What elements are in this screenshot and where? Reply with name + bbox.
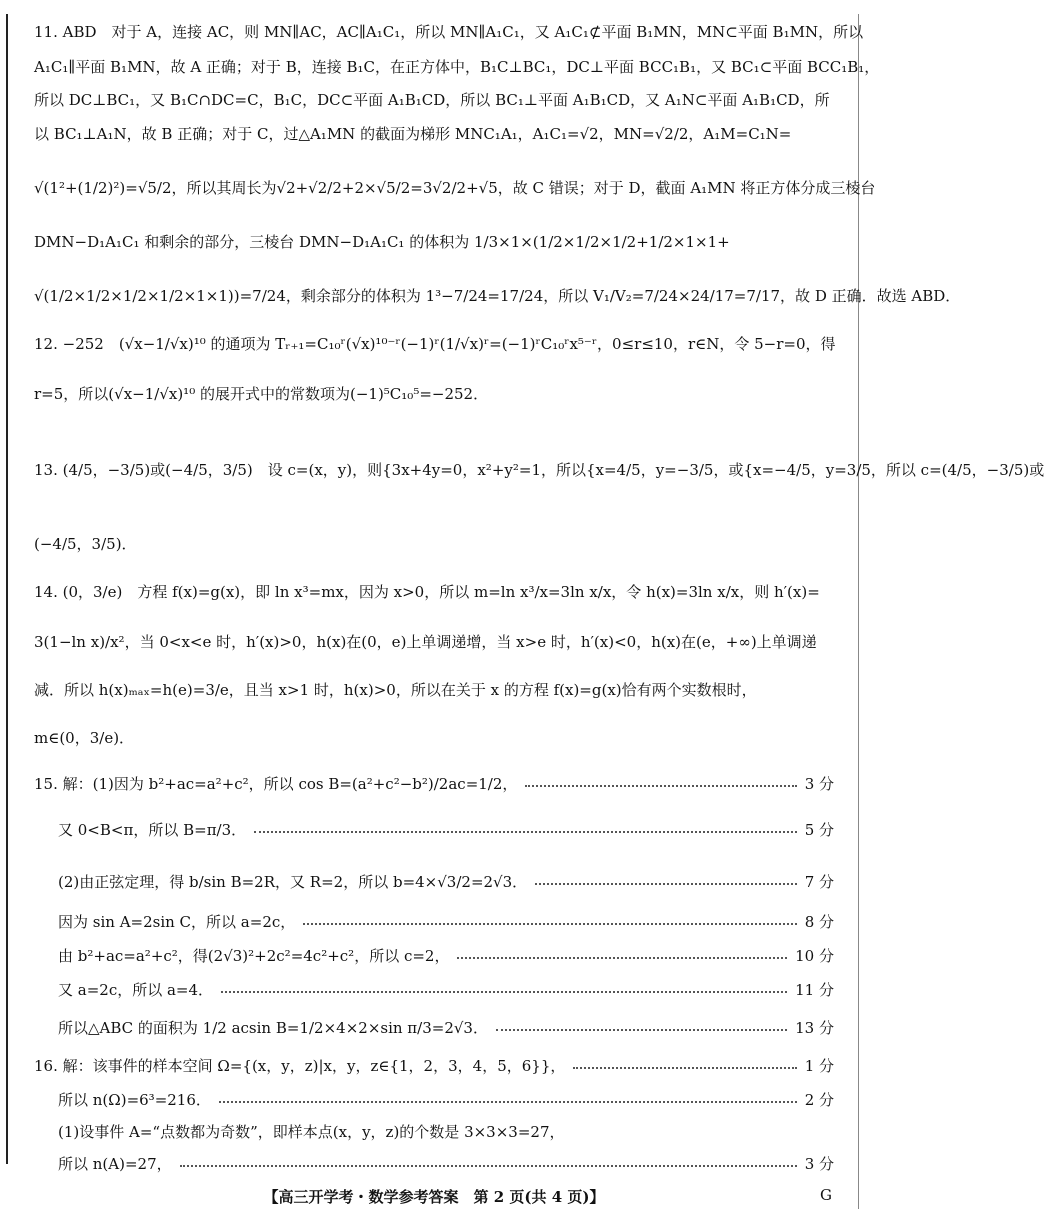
q11-line-6: DMN−D₁A₁C₁ 和剩余的部分，三棱台 DMN−D₁A₁C₁ 的体积为 1/3×1×(1/2×1/2×1/2+1/2×1×1+: [34, 233, 730, 251]
q15-row: [58, 872, 834, 892]
q16-row-text: 所以 n(Ω)=6³=216．: [58, 1091, 211, 1109]
q15-row-score: 7 分: [804, 873, 834, 891]
q15-row-text: 又 0<B<π，所以 B=π/3．: [58, 821, 247, 839]
q15-row-text: 由 b²+ac=a²+c²，得(2√3)²+2c²=4c²+c²，所以 c=2，: [58, 947, 450, 965]
q15-row-score: 13 分: [795, 1019, 834, 1037]
q15-row-score: 5 分: [804, 821, 834, 839]
q16-row-text: 所以 n(A)=27，: [58, 1155, 172, 1173]
q13-line-1: 13. (4/5，−3/5)或(−4/5，3/5) 设 c=(x，y)，则{3x+4y=0，x²+y²=1，所以{x=4/5，y=−3/5，或{x=−4/5，y=3/5，所以 c=(4/5，−3/5)或: [34, 461, 1044, 479]
q16-row-score: 2 分: [804, 1091, 834, 1109]
q13-line-2: (−4/5，3/5)．: [34, 535, 137, 553]
leader-dots: [496, 1019, 787, 1031]
q15-row: [58, 1018, 834, 1038]
page-left-border: [6, 14, 8, 1164]
leader-dots: [573, 1057, 796, 1069]
leader-dots: [254, 821, 797, 833]
q14-line-1: 14. (0，3/e) 方程 f(x)=g(x)，即 ln x³=mx，因为 x>0，所以 m=ln x³/x=3ln x/x，令 h(x)=3ln x/x，则 h′(x)=: [34, 583, 820, 601]
q15-row-text: 因为 sin A=2sin C，所以 a=2c，: [58, 913, 296, 931]
q15-row: [58, 980, 834, 1000]
leader-dots: [457, 947, 787, 959]
q14-line-3: 减．所以 h(x)ₘₐₓ=h(e)=3/e，且当 x>1 时，h(x)>0，所以在关于 x 的方程 f(x)=g(x)恰有两个实数根时，: [34, 681, 757, 699]
q12-line-2: r=5，所以(√x−1/√x)¹⁰ 的展开式中的常数项为(−1)⁵C₁₀⁵=−252．: [34, 385, 489, 403]
q15-row-score: 3 分: [804, 775, 834, 793]
q16-row-score: 3 分: [804, 1155, 834, 1173]
q16-row-text: 16. 解：该事件的样本空间 Ω={(x，y，z)|x，y，z∈{1，2，3，4，5，6}}，: [34, 1057, 566, 1075]
q15-row-text: 15. 解：(1)因为 b²+ac=a²+c²，所以 cos B=(a²+c²−b²)/2ac=1/2，: [34, 775, 518, 793]
leader-dots: [180, 1155, 797, 1167]
q15-row-text: 所以△ABC 的面积为 1/2 acsin B=1/2×4×2×sin π/3=2√3．: [58, 1019, 488, 1037]
q15-row: [34, 774, 834, 794]
footer-mark: G: [820, 1186, 832, 1204]
leader-dots: [303, 913, 796, 925]
leader-dots: [219, 1091, 797, 1103]
q15-row-score: 8 分: [804, 913, 834, 931]
q15-row: [58, 912, 834, 932]
q11-line-1: 11. ABD 对于 A，连接 AC，则 MN∥AC，AC∥A₁C₁，所以 MN∥A₁C₁，又 A₁C₁⊄平面 B₁MN，MN⊂平面 B₁MN，所以: [34, 23, 864, 41]
q11-line-5: √(1²+(1/2)²)=√5/2，所以其周长为√2+√2/2+2×√5/2=3√2/2+√5，故 C 错误；对于 D，截面 A₁MN 将正方体分成三棱台: [34, 179, 876, 197]
q16-row: [34, 1056, 834, 1076]
q11-line-2: A₁C₁∥平面 B₁MN，故 A 正确；对于 B，连接 B₁C，在正方体中，B₁C⊥BC₁，DC⊥平面 BCC₁B₁，又 BC₁⊂平面 BCC₁B₁，: [34, 58, 880, 76]
leader-dots: [535, 873, 797, 885]
q15-row: [58, 946, 834, 966]
q16-row-score: 1 分: [804, 1057, 834, 1075]
q15-row-text: (2)由正弦定理，得 b/sin B=2R，又 R=2，所以 b=4×√3/2=2√3．: [58, 873, 528, 891]
q11-line-4: 以 BC₁⊥A₁N，故 B 正确；对于 C，过△A₁MN 的截面为梯形 MNC₁A₁，A₁C₁=√2，MN=√2/2，A₁M=C₁N=: [34, 125, 792, 143]
q12-line-1: 12. −252 (√x−1/√x)¹⁰ 的通项为 Tᵣ₊₁=C₁₀ʳ(√x)¹⁰⁻ʳ(−1)ʳ(1/√x)ʳ=(−1)ʳC₁₀ʳx⁵⁻ʳ，0≤r≤10，r∈N，令 5−r=0，得: [34, 335, 836, 353]
leader-dots: [525, 775, 796, 787]
page-footer: 【高三开学考・数学参考答案 第 2 页(共 4 页)】: [263, 1188, 605, 1206]
q16-row: [58, 1154, 834, 1174]
q15-row-score: 11 分: [795, 981, 834, 999]
q11-line-7: √(1/2×1/2×1/2×1/2×1×1))=7/24，剩余部分的体积为 1³−7/24=17/24，所以 V₁/V₂=7/24×24/17=7/17，故 D 正确．故选 ABD．: [34, 287, 961, 305]
q11-line-3: 所以 DC⊥BC₁，又 B₁C∩DC=C，B₁C，DC⊂平面 A₁B₁CD，所以 BC₁⊥平面 A₁B₁CD，又 A₁N⊂平面 A₁B₁CD，所: [34, 91, 830, 109]
q16-row: [58, 1090, 834, 1110]
q15-row-text: 又 a=2c，所以 a=4．: [58, 981, 214, 999]
leader-dots: [221, 981, 787, 993]
q15-row: [58, 820, 834, 840]
q16-line-3: (1)设事件 A=“点数都为奇数”，即样本点(x，y，z)的个数是 3×3×3=27，: [58, 1123, 565, 1141]
q15-row-score: 10 分: [795, 947, 834, 965]
q14-line-4: m∈(0，3/e)．: [34, 729, 135, 747]
q14-line-2: 3(1−ln x)/x²，当 0<x<e 时，h′(x)>0，h(x)在(0，e)上单调递增，当 x>e 时，h′(x)<0，h(x)在(e，+∞)上单调递: [34, 633, 817, 651]
